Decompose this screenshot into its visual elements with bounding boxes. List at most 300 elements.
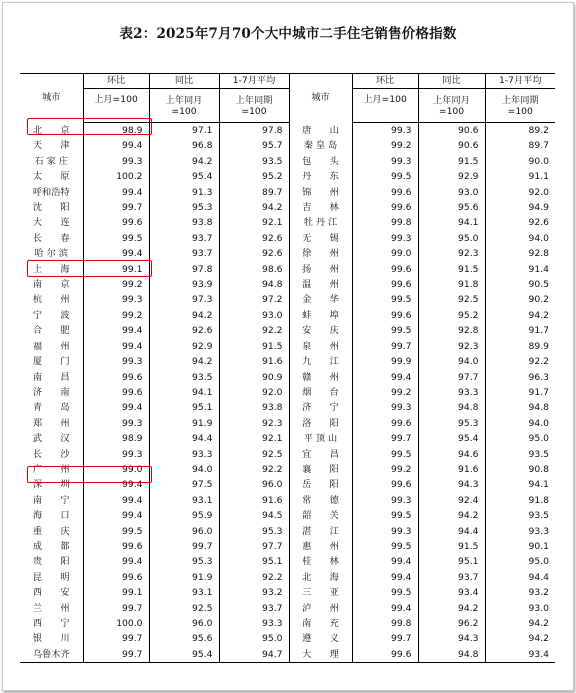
yoy-value-right: 94.4 xyxy=(418,524,485,539)
mom-value-left: 99.5 xyxy=(83,231,149,246)
ytd-value-right: 94.0 xyxy=(485,231,555,246)
highlight-beijing xyxy=(27,118,152,135)
city-name-right: 丹 东 xyxy=(289,169,352,184)
city-header-left: 城市 xyxy=(20,74,83,123)
yoy-value-right: 94.8 xyxy=(418,400,485,415)
mom-value-left: 99.6 xyxy=(83,370,149,385)
mom-value-right: 99.3 xyxy=(352,524,418,539)
ytd-value-left: 97.2 xyxy=(219,292,289,307)
table-body xyxy=(20,123,555,663)
table-row xyxy=(20,308,555,323)
yoy-value-left: 94.1 xyxy=(149,385,219,400)
ytd-value-right: 89.7 xyxy=(485,138,555,153)
table-row xyxy=(20,400,555,415)
mom-value-right: 99.6 xyxy=(352,308,418,323)
mom-value-left: 99.0 xyxy=(83,462,149,477)
ytd-value-left: 94.5 xyxy=(219,508,289,523)
mom-value-left: 99.7 xyxy=(83,647,149,663)
mom-value-right: 99.4 xyxy=(352,601,418,616)
mom-value-left: 99.7 xyxy=(83,200,149,215)
mom-value-left: 99.7 xyxy=(83,601,149,616)
city-name-left: 昆 明 xyxy=(20,570,83,585)
yoy-value-left: 91.3 xyxy=(149,185,219,200)
yoy-value-right: 92.4 xyxy=(418,493,485,508)
yoy-value-right: 97.7 xyxy=(418,370,485,385)
yoy-value-right: 91.5 xyxy=(418,154,485,169)
city-name-left: 大 连 xyxy=(20,215,83,230)
ytd-value-left: 92.1 xyxy=(219,215,289,230)
city-name-right: 遵 义 xyxy=(289,631,352,646)
table-row xyxy=(20,385,555,400)
city-name-left: 长 春 xyxy=(20,231,83,246)
city-name-left: 重 庆 xyxy=(20,524,83,539)
city-name-left: 合 肥 xyxy=(20,323,83,338)
table-row xyxy=(20,354,555,369)
mom-value-left: 98.9 xyxy=(83,431,149,446)
mom-value-left: 99.4 xyxy=(83,185,149,200)
city-name-right: 赣 州 xyxy=(289,370,352,385)
ytd-value-left: 95.2 xyxy=(219,169,289,184)
ytd-value-right: 94.4 xyxy=(485,570,555,585)
city-name-right: 岳 阳 xyxy=(289,477,352,492)
ytd-value-right: 91.4 xyxy=(485,262,555,277)
city-name-right: 包 头 xyxy=(289,154,352,169)
mom-value-left: 99.3 xyxy=(83,354,149,369)
ytd-value-left: 98.6 xyxy=(219,262,289,277)
ytd-value-left: 97.7 xyxy=(219,539,289,554)
yoy-value-left: 91.9 xyxy=(149,570,219,585)
ytd-value-right: 94.9 xyxy=(485,200,555,215)
yoy-value-left: 93.3 xyxy=(149,447,219,462)
city-name-right: 三 亚 xyxy=(289,585,352,600)
table-row xyxy=(20,508,555,523)
yoy-value-left: 95.9 xyxy=(149,508,219,523)
yoy-value-left: 97.3 xyxy=(149,292,219,307)
mom-value-left: 99.4 xyxy=(83,246,149,261)
yoy-value-right: 94.2 xyxy=(418,601,485,616)
yoy-value-left: 92.9 xyxy=(149,339,219,354)
mom-value-left: 99.3 xyxy=(83,447,149,462)
mom-value-right: 99.5 xyxy=(352,539,418,554)
ytd-value-right: 92.2 xyxy=(485,354,555,369)
yoy-value-left: 96.0 xyxy=(149,616,219,631)
yoy-value-right: 94.2 xyxy=(418,508,485,523)
yoy-value-left: 93.9 xyxy=(149,277,219,292)
table-row xyxy=(20,292,555,307)
yoy-value-left: 93.7 xyxy=(149,246,219,261)
ytd-value-left: 93.2 xyxy=(219,585,289,600)
yoy-value-right: 94.6 xyxy=(418,447,485,462)
city-name-left: 长 沙 xyxy=(20,447,83,462)
table-row xyxy=(20,601,555,616)
mom-value-left: 98.9 xyxy=(83,123,149,139)
yoy-value-left: 96.0 xyxy=(149,524,219,539)
mom-header-left: 环比 xyxy=(83,74,149,89)
city-name-right: 九 江 xyxy=(289,354,352,369)
city-name-right: 唐 山 xyxy=(289,123,352,139)
city-name-left: 福 州 xyxy=(20,339,83,354)
ytd-value-right: 92.6 xyxy=(485,215,555,230)
ytd-value-left: 93.7 xyxy=(219,601,289,616)
mom-value-left: 99.5 xyxy=(83,524,149,539)
mom-value-right: 99.2 xyxy=(352,138,418,153)
yoy-header-left: 同比 xyxy=(149,74,219,89)
mom-value-right: 99.6 xyxy=(352,262,418,277)
mom-value-left: 99.6 xyxy=(83,385,149,400)
highlight-guangzhou xyxy=(27,466,152,483)
city-name-left: 太 原 xyxy=(20,169,83,184)
yoy-value-left: 97.8 xyxy=(149,262,219,277)
ytd-value-left: 95.1 xyxy=(219,554,289,569)
yoy-value-left: 93.7 xyxy=(149,231,219,246)
ytd-sub-right: 上年同期 =100 xyxy=(485,89,555,123)
yoy-value-right: 92.3 xyxy=(418,339,485,354)
city-name-left: 郑 州 xyxy=(20,416,83,431)
ytd-value-left: 93.3 xyxy=(219,616,289,631)
city-name-left: 兰 州 xyxy=(20,601,83,616)
yoy-value-right: 96.2 xyxy=(418,616,485,631)
ytd-value-left: 94.2 xyxy=(219,200,289,215)
city-name-right: 襄 阳 xyxy=(289,462,352,477)
city-name-right: 扬 州 xyxy=(289,262,352,277)
city-name-left: 北 京 xyxy=(20,123,83,139)
yoy-value-left: 94.2 xyxy=(149,354,219,369)
city-name-left: 呼和浩特 xyxy=(20,185,83,200)
table-row xyxy=(20,524,555,539)
mom-value-right: 99.3 xyxy=(352,123,418,139)
yoy-value-right: 92.9 xyxy=(418,169,485,184)
table-row xyxy=(20,215,555,230)
yoy-value-left: 95.6 xyxy=(149,631,219,646)
mom-value-right: 99.6 xyxy=(352,647,418,663)
ytd-value-right: 93.3 xyxy=(485,524,555,539)
mom-value-left: 99.4 xyxy=(83,400,149,415)
yoy-value-left: 95.1 xyxy=(149,400,219,415)
mom-sub-right: 上月=100 xyxy=(352,89,418,123)
city-name-right: 湛 江 xyxy=(289,524,352,539)
ytd-value-right: 91.7 xyxy=(485,385,555,400)
mom-sub-left: 上月=100 xyxy=(83,89,149,123)
ytd-value-right: 89.9 xyxy=(485,339,555,354)
yoy-value-right: 95.4 xyxy=(418,431,485,446)
yoy-value-right: 91.8 xyxy=(418,277,485,292)
yoy-value-right: 95.2 xyxy=(418,308,485,323)
ytd-value-right: 89.2 xyxy=(485,123,555,139)
ytd-value-left: 89.7 xyxy=(219,185,289,200)
yoy-value-left: 93.5 xyxy=(149,370,219,385)
yoy-value-right: 95.0 xyxy=(418,231,485,246)
mom-value-right: 99.3 xyxy=(352,154,418,169)
table-row xyxy=(20,416,555,431)
city-name-right: 无 锡 xyxy=(289,231,352,246)
ytd-value-left: 92.2 xyxy=(219,323,289,338)
ytd-value-left: 92.2 xyxy=(219,462,289,477)
yoy-value-right: 92.8 xyxy=(418,323,485,338)
ytd-value-left: 90.9 xyxy=(219,370,289,385)
ytd-value-left: 95.7 xyxy=(219,138,289,153)
ytd-value-right: 92.8 xyxy=(485,246,555,261)
mom-value-right: 99.3 xyxy=(352,400,418,415)
city-name-right: 桂 林 xyxy=(289,554,352,569)
yoy-value-left: 95.3 xyxy=(149,554,219,569)
mom-value-right: 99.7 xyxy=(352,431,418,446)
mom-value-left: 99.6 xyxy=(83,570,149,585)
city-name-left: 沈 阳 xyxy=(20,200,83,215)
ytd-value-left: 96.0 xyxy=(219,477,289,492)
ytd-value-left: 92.5 xyxy=(219,447,289,462)
mom-value-left: 99.2 xyxy=(83,277,149,292)
table-row xyxy=(20,616,555,631)
city-name-left: 南 宁 xyxy=(20,493,83,508)
ytd-sub-left: 上年同期 =100 xyxy=(219,89,289,123)
yoy-value-right: 92.5 xyxy=(418,292,485,307)
mom-value-left: 99.4 xyxy=(83,493,149,508)
mom-value-right: 99.8 xyxy=(352,215,418,230)
yoy-value-left: 93.1 xyxy=(149,493,219,508)
table-row xyxy=(20,323,555,338)
mom-value-right: 99.5 xyxy=(352,292,418,307)
ytd-value-right: 90.1 xyxy=(485,539,555,554)
city-name-left: 上 海 xyxy=(20,262,83,277)
table-row xyxy=(20,138,555,153)
city-name-right: 徐 州 xyxy=(289,246,352,261)
city-name-right: 温 州 xyxy=(289,277,352,292)
yoy-value-left: 92.5 xyxy=(149,601,219,616)
yoy-value-left: 93.8 xyxy=(149,215,219,230)
ytd-value-left: 95.0 xyxy=(219,631,289,646)
city-name-left: 天 津 xyxy=(20,138,83,153)
mom-value-left: 99.6 xyxy=(83,215,149,230)
table-row xyxy=(20,339,555,354)
ytd-value-right: 94.2 xyxy=(485,616,555,631)
mom-value-right: 99.8 xyxy=(352,616,418,631)
table-row xyxy=(20,154,555,169)
table-row xyxy=(20,539,555,554)
table-row xyxy=(20,585,555,600)
city-name-right: 泸 州 xyxy=(289,601,352,616)
ytd-value-right: 91.1 xyxy=(485,169,555,184)
ytd-value-right: 95.0 xyxy=(485,554,555,569)
mom-value-right: 99.5 xyxy=(352,585,418,600)
city-name-right: 济 宁 xyxy=(289,400,352,415)
table-row xyxy=(20,570,555,585)
mom-value-left: 99.1 xyxy=(83,585,149,600)
mom-value-left: 99.4 xyxy=(83,339,149,354)
mom-value-right: 99.6 xyxy=(352,200,418,215)
mom-value-right: 99.5 xyxy=(352,447,418,462)
ytd-value-left: 92.0 xyxy=(219,385,289,400)
city-name-left: 厦 门 xyxy=(20,354,83,369)
city-name-left: 杭 州 xyxy=(20,292,83,307)
mom-value-right: 99.4 xyxy=(352,554,418,569)
yoy-value-right: 91.6 xyxy=(418,462,485,477)
city-name-right: 惠 州 xyxy=(289,539,352,554)
yoy-value-right: 91.5 xyxy=(418,262,485,277)
ytd-value-right: 90.8 xyxy=(485,462,555,477)
city-name-right: 金 华 xyxy=(289,292,352,307)
ytd-value-left: 93.0 xyxy=(219,308,289,323)
mom-value-right: 99.4 xyxy=(352,370,418,385)
table-row xyxy=(20,277,555,292)
mom-value-left: 99.2 xyxy=(83,308,149,323)
yoy-header-right: 同比 xyxy=(418,74,485,89)
city-name-right: 韶 关 xyxy=(289,508,352,523)
yoy-value-right: 95.6 xyxy=(418,200,485,215)
city-name-right: 锦 州 xyxy=(289,185,352,200)
ytd-header-right: 1-7月平均 xyxy=(485,74,555,89)
yoy-value-right: 90.6 xyxy=(418,123,485,139)
mom-value-right: 99.6 xyxy=(352,416,418,431)
city-name-left: 海 口 xyxy=(20,508,83,523)
yoy-value-left: 96.8 xyxy=(149,138,219,153)
table-row xyxy=(20,431,555,446)
city-name-left: 南 京 xyxy=(20,277,83,292)
mom-value-right: 99.0 xyxy=(352,246,418,261)
ytd-value-right: 94.8 xyxy=(485,400,555,415)
ytd-value-right: 95.0 xyxy=(485,431,555,446)
mom-value-left: 99.4 xyxy=(83,138,149,153)
city-name-right: 大 理 xyxy=(289,647,352,663)
table-row xyxy=(20,169,555,184)
mom-value-right: 99.3 xyxy=(352,231,418,246)
city-name-right: 洛 阳 xyxy=(289,416,352,431)
ytd-value-left: 91.6 xyxy=(219,493,289,508)
mom-value-left: 100.2 xyxy=(83,169,149,184)
city-name-left: 深 圳 xyxy=(20,477,83,492)
yoy-value-right: 93.7 xyxy=(418,570,485,585)
ytd-value-left: 91.5 xyxy=(219,339,289,354)
yoy-sub-left: 上年同月 =100 xyxy=(149,89,219,123)
ytd-value-left: 92.1 xyxy=(219,431,289,446)
yoy-value-right: 93.4 xyxy=(418,585,485,600)
mom-value-left: 100.0 xyxy=(83,616,149,631)
yoy-value-right: 95.1 xyxy=(418,554,485,569)
mom-value-right: 99.7 xyxy=(352,339,418,354)
table-title: 表2：2025年7月70个大中城市二手住宅销售价格指数 xyxy=(119,26,457,42)
yoy-value-left: 97.1 xyxy=(149,123,219,139)
city-name-left: 武 汉 xyxy=(20,431,83,446)
ytd-value-right: 94.2 xyxy=(485,631,555,646)
yoy-value-left: 91.9 xyxy=(149,416,219,431)
ytd-value-right: 93.2 xyxy=(485,585,555,600)
mom-value-right: 99.2 xyxy=(352,462,418,477)
ytd-value-right: 90.0 xyxy=(485,154,555,169)
city-name-right: 牡 丹 江 xyxy=(289,215,352,230)
ytd-value-right: 94.0 xyxy=(485,416,555,431)
table-row xyxy=(20,554,555,569)
yoy-value-left: 94.2 xyxy=(149,154,219,169)
yoy-value-right: 94.0 xyxy=(418,354,485,369)
yoy-value-left: 95.4 xyxy=(149,169,219,184)
mom-value-left: 99.7 xyxy=(83,631,149,646)
ytd-value-left: 92.6 xyxy=(219,246,289,261)
yoy-value-right: 94.8 xyxy=(418,647,485,663)
city-name-left: 南 昌 xyxy=(20,370,83,385)
yoy-value-right: 94.1 xyxy=(418,215,485,230)
yoy-value-right: 94.3 xyxy=(418,631,485,646)
yoy-value-right: 93.0 xyxy=(418,185,485,200)
mom-value-left: 99.4 xyxy=(83,508,149,523)
mom-value-right: 99.3 xyxy=(352,493,418,508)
table-row xyxy=(20,200,555,215)
yoy-value-right: 90.6 xyxy=(418,138,485,153)
highlight-shanghai xyxy=(27,260,152,277)
yoy-sub-right: 上年同月 =100 xyxy=(418,89,485,123)
city-name-left: 西 安 xyxy=(20,585,83,600)
table-row xyxy=(20,447,555,462)
city-name-right: 安 庆 xyxy=(289,323,352,338)
mom-header-right: 环比 xyxy=(352,74,418,89)
ytd-value-right: 90.2 xyxy=(485,292,555,307)
city-name-left: 哈 尔 滨 xyxy=(20,246,83,261)
city-name-left: 广 州 xyxy=(20,462,83,477)
ytd-value-right: 94.2 xyxy=(485,308,555,323)
city-name-right: 平 顶 山 xyxy=(289,431,352,446)
city-name-left: 贵 阳 xyxy=(20,554,83,569)
yoy-value-right: 95.3 xyxy=(418,416,485,431)
ytd-value-right: 93.0 xyxy=(485,601,555,616)
ytd-value-right: 91.8 xyxy=(485,493,555,508)
yoy-value-left: 95.4 xyxy=(149,647,219,663)
mom-value-right: 99.5 xyxy=(352,508,418,523)
mom-value-left: 99.1 xyxy=(83,262,149,277)
city-name-right: 常 德 xyxy=(289,493,352,508)
city-name-right: 秦 皇 岛 xyxy=(289,138,352,153)
table-row xyxy=(20,493,555,508)
yoy-value-left: 92.6 xyxy=(149,323,219,338)
yoy-value-left: 94.4 xyxy=(149,431,219,446)
city-name-right: 泉 州 xyxy=(289,339,352,354)
table-row xyxy=(20,647,555,663)
city-name-right: 南 充 xyxy=(289,616,352,631)
city-name-left: 西 宁 xyxy=(20,616,83,631)
ytd-value-right: 93.5 xyxy=(485,508,555,523)
ytd-value-right: 91.7 xyxy=(485,323,555,338)
mom-value-right: 99.4 xyxy=(352,570,418,585)
city-name-right: 蚌 埠 xyxy=(289,308,352,323)
ytd-value-left: 92.2 xyxy=(219,570,289,585)
mom-value-right: 99.9 xyxy=(352,354,418,369)
table-row xyxy=(20,231,555,246)
city-name-right: 北 海 xyxy=(289,570,352,585)
city-name-left: 青 岛 xyxy=(20,400,83,415)
city-name-left: 银 川 xyxy=(20,631,83,646)
table-row xyxy=(20,370,555,385)
ytd-value-left: 92.3 xyxy=(219,416,289,431)
ytd-value-right: 93.4 xyxy=(485,647,555,663)
yoy-value-right: 91.5 xyxy=(418,539,485,554)
mom-value-right: 99.6 xyxy=(352,477,418,492)
city-name-right: 吉 林 xyxy=(289,200,352,215)
mom-value-left: 99.4 xyxy=(83,323,149,338)
mom-value-right: 99.6 xyxy=(352,185,418,200)
ytd-value-left: 91.6 xyxy=(219,354,289,369)
yoy-value-left: 94.2 xyxy=(149,308,219,323)
yoy-value-right: 93.3 xyxy=(418,385,485,400)
table-row xyxy=(20,185,555,200)
ytd-value-right: 96.3 xyxy=(485,370,555,385)
ytd-header-left: 1-7月平均 xyxy=(219,74,289,89)
mom-value-right: 99.6 xyxy=(352,277,418,292)
yoy-value-left: 99.7 xyxy=(149,539,219,554)
ytd-value-left: 95.3 xyxy=(219,524,289,539)
yoy-value-left: 95.3 xyxy=(149,200,219,215)
city-name-left: 成 都 xyxy=(20,539,83,554)
yoy-value-left: 97.5 xyxy=(149,477,219,492)
city-header-right: 城市 xyxy=(289,74,352,123)
ytd-value-right: 90.5 xyxy=(485,277,555,292)
price-index-table xyxy=(20,73,555,663)
